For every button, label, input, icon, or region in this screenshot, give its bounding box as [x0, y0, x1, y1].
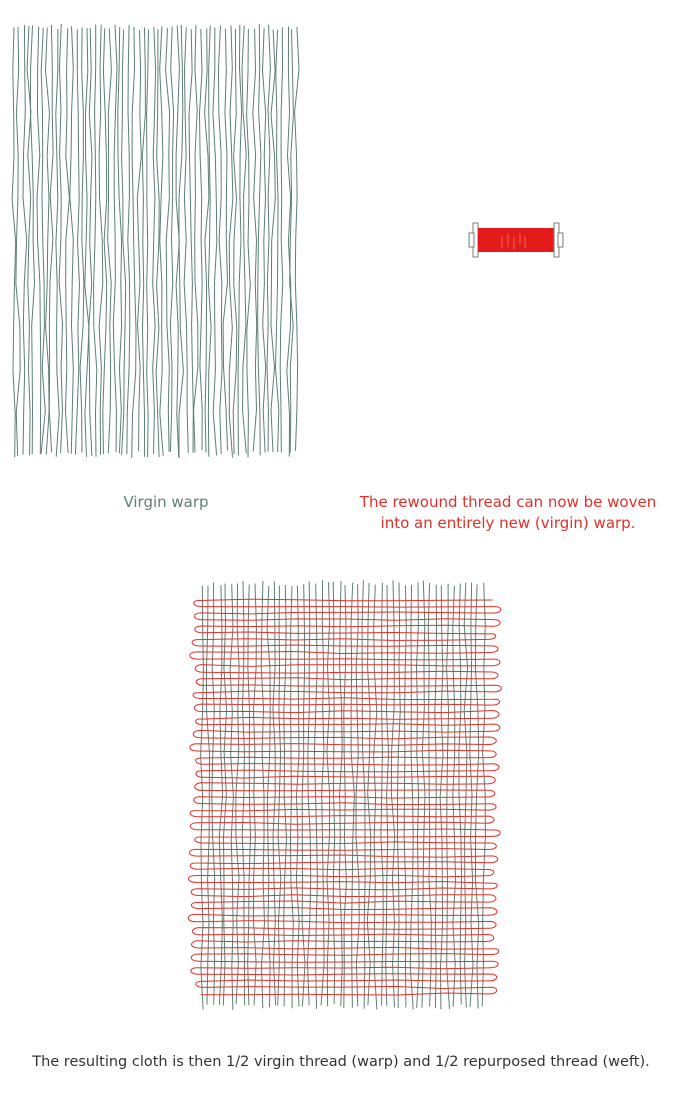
warp-thread — [70, 26, 74, 453]
warp-thread — [261, 581, 264, 1008]
warp-thread — [12, 27, 16, 457]
warp-thread — [295, 27, 299, 451]
warp-thread — [189, 29, 193, 452]
warp-thread — [103, 28, 107, 454]
warp-thread — [470, 583, 473, 1007]
warp-thread — [201, 586, 204, 1010]
woven-cloth — [180, 570, 510, 1020]
warp-thread — [94, 25, 97, 457]
warp-thread — [59, 24, 62, 453]
warp-thread — [356, 584, 359, 1007]
warp-thread — [476, 584, 479, 1008]
warp-thread — [156, 29, 159, 457]
warp-thread — [422, 581, 425, 1008]
warp-thread — [23, 25, 27, 454]
warp-thread — [333, 582, 335, 1004]
warp-thread — [284, 585, 287, 1006]
warp-thread — [435, 585, 437, 1009]
warp-thread — [153, 27, 156, 454]
rewound-thread-caption — [340, 492, 676, 534]
warp-thread — [280, 27, 283, 452]
warp-thread — [238, 25, 242, 456]
warp-thread — [223, 29, 227, 451]
warp-thread — [30, 25, 34, 454]
warp-thread — [290, 29, 294, 452]
warp-thread — [404, 585, 406, 1007]
warp-thread — [296, 586, 299, 1007]
warp-thread — [118, 27, 122, 453]
warp-thread — [263, 28, 266, 452]
rewound-caption-line-2: into an entirely new (virgin) warp. — [380, 514, 636, 532]
warp-thread — [391, 580, 394, 1007]
warp-thread — [99, 25, 103, 455]
virgin-warp-threads — [0, 0, 320, 470]
warp-thread — [258, 24, 261, 455]
warp-thread — [85, 28, 89, 457]
warp-thread — [46, 28, 50, 455]
warp-thread — [247, 29, 251, 458]
warp-thread — [242, 26, 246, 454]
warp-thread — [194, 25, 198, 453]
warp-thread — [276, 30, 279, 452]
warp-thread — [122, 29, 126, 455]
spool-left-end — [469, 233, 474, 247]
warp-thread — [233, 29, 237, 454]
warp-thread — [253, 29, 257, 452]
warp-thread — [184, 27, 188, 453]
warp-thread — [166, 28, 170, 452]
warp-thread — [339, 581, 342, 1006]
warp-thread — [386, 585, 389, 1006]
warp-thread — [160, 26, 164, 455]
spool-right-end — [558, 233, 563, 247]
warp-thread — [482, 583, 485, 1007]
warp-thread — [170, 26, 173, 451]
warp-thread — [447, 584, 450, 1009]
warp-thread — [271, 30, 275, 452]
warp-thread — [200, 29, 203, 450]
warp-thread — [208, 25, 211, 456]
warp-thread — [80, 27, 84, 452]
rewound-caption-line-1: The rewound thread can now be woven — [359, 493, 657, 511]
warp-thread — [147, 30, 149, 458]
warp-thread — [302, 584, 305, 1006]
warp-thread — [314, 583, 317, 1008]
warp-thread — [16, 27, 20, 456]
warp-thread — [267, 25, 270, 452]
warp-thread — [207, 586, 210, 1005]
warp-thread — [37, 27, 41, 455]
warp-thread — [464, 583, 467, 1008]
resulting-cloth-caption: The resulting cloth is then 1/2 virgin thread (warp) and 1/2 repurposed thread (weft). — [32, 1054, 650, 1070]
warp-thread — [108, 28, 112, 453]
rewound-thread-spool-icon — [462, 220, 572, 265]
warp-thread — [75, 29, 79, 454]
warp-thread — [66, 28, 70, 453]
warp-thread — [453, 586, 456, 1007]
warp-thread — [41, 28, 45, 454]
warp-thread — [56, 29, 59, 457]
warp-thread — [213, 28, 217, 456]
warp-thread — [229, 26, 233, 458]
warp-thread — [137, 30, 141, 451]
warp-thread — [267, 586, 270, 1007]
warp-thread — [223, 583, 226, 1005]
warp-thread — [428, 583, 431, 1006]
weft-thread — [188, 599, 501, 995]
virgin-warp-label: Virgin warp — [123, 493, 209, 511]
warp-thread — [278, 586, 281, 1006]
warp-thread — [127, 25, 130, 454]
warp-thread — [362, 580, 365, 1008]
warp-thread — [49, 25, 53, 452]
warp-thread — [410, 585, 413, 1009]
warp-thread — [89, 28, 92, 456]
warp-thread — [142, 28, 145, 457]
warp-thread — [219, 25, 223, 454]
spool-thread-body — [478, 228, 554, 252]
warp-thread — [113, 25, 117, 453]
warp-thread — [132, 27, 136, 458]
